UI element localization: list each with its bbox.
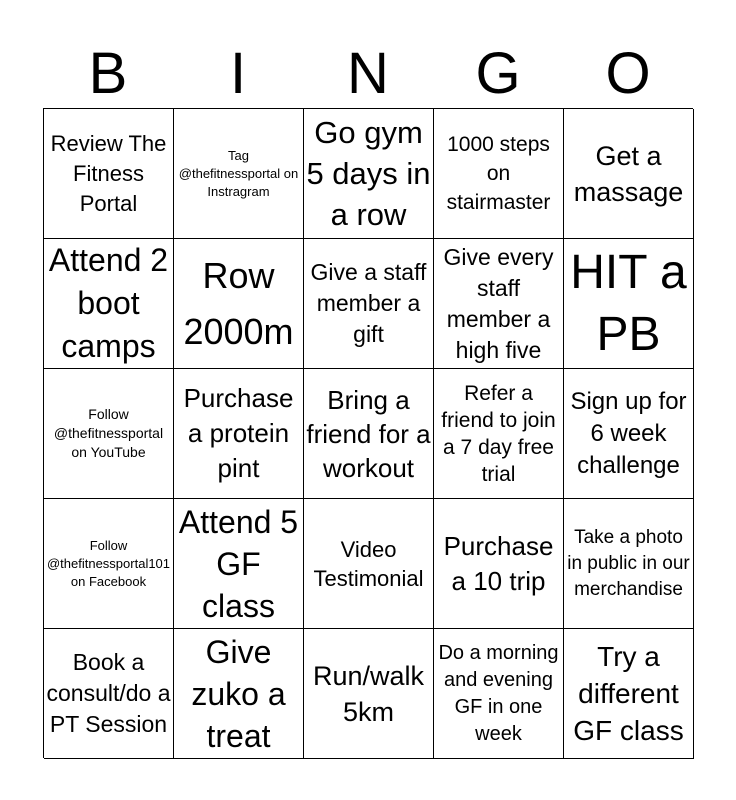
cell-text: Try a different GF class <box>573 641 684 746</box>
cell-text: Purchase a 10 trip <box>443 530 554 596</box>
cell-text: Get a massage <box>573 140 684 207</box>
cell-text: Row 2000m <box>183 254 294 352</box>
header-letter-o: O <box>605 41 651 106</box>
bingo-cell-r2c5[interactable] <box>564 239 694 369</box>
bingo-cell-r3c3[interactable] <box>304 369 434 499</box>
bingo-cell-r4c3[interactable] <box>304 499 434 629</box>
bingo-cell-r4c1[interactable] <box>44 499 174 629</box>
cell-text: HIT a PB <box>570 245 687 361</box>
header-letter-i: I <box>229 41 247 106</box>
bingo-cell-r4c2[interactable] <box>174 499 304 629</box>
bingo-cell-r4c4[interactable] <box>434 499 564 629</box>
bingo-cell-r5c4[interactable] <box>434 629 564 759</box>
cell-text: Attend 5 GF class <box>178 503 299 624</box>
bingo-cell-r3c5[interactable] <box>564 369 694 499</box>
bingo-cell-r5c1[interactable] <box>44 629 174 759</box>
bingo-cell-r5c5[interactable] <box>564 629 694 759</box>
cell-text: Sign up for 6 week challenge <box>570 387 687 479</box>
bingo-cell-r1c4[interactable] <box>434 109 564 239</box>
bingo-cell-r1c1[interactable] <box>44 109 174 239</box>
bingo-cell-r1c2[interactable] <box>174 109 304 239</box>
cell-text: Bring a friend for a workout <box>306 384 431 483</box>
cell-text: Book a consult/do a PT Session <box>46 649 171 737</box>
header-letter-g: G <box>475 41 521 106</box>
bingo-cell-r5c3[interactable] <box>304 629 434 759</box>
cell-text: Tag @thefitnessportal on Instragram <box>178 147 299 199</box>
cell-text: Run/walk 5km <box>312 660 425 727</box>
bingo-cell-r3c2[interactable] <box>174 369 304 499</box>
bingo-cell-r3c4[interactable] <box>434 369 564 499</box>
cell-text: Do a morning and evening GF in one week <box>438 641 559 745</box>
cell-text: Follow @thefitnessportal101 on Facebook <box>46 537 171 589</box>
bingo-header <box>43 40 693 108</box>
bingo-cell-r2c4[interactable] <box>434 239 564 369</box>
cell-text: 1000 steps on stairmaster <box>446 133 551 214</box>
bingo-cell-r4c5[interactable] <box>564 499 694 629</box>
header-letter-b: B <box>88 41 128 106</box>
cell-text: Follow @thefitnessportal on YouTube <box>53 406 164 460</box>
cell-text: Refer a friend to join a 7 day free trial <box>441 381 556 486</box>
bingo-cell-r1c5[interactable] <box>564 109 694 239</box>
bingo-cell-r5c2[interactable] <box>174 629 304 759</box>
cell-text: Give zuko a treat <box>191 633 286 754</box>
bingo-cell-r2c2[interactable] <box>174 239 304 369</box>
cell-text: Take a photo in public in our merchandise <box>567 526 690 600</box>
cell-text: Review The Fitness Portal <box>50 130 167 216</box>
bingo-grid <box>43 108 693 758</box>
cell-text: Give a staff member a gift <box>310 259 427 347</box>
cell-text: Purchase a protein pint <box>183 383 294 483</box>
cell-text: Give every staff member a high five <box>443 243 554 363</box>
header-letter-n: N <box>347 41 389 106</box>
bingo-cell-r3c1[interactable] <box>44 369 174 499</box>
cell-text: Go gym 5 days in a row <box>306 115 431 232</box>
bingo-cell-r1c3[interactable] <box>304 109 434 239</box>
bingo-cell-r2c3[interactable] <box>304 239 434 369</box>
bingo-cell-r2c1[interactable] <box>44 239 174 369</box>
cell-text: Attend 2 boot camps <box>48 242 169 364</box>
cell-text: Video Testimonial <box>313 536 424 591</box>
